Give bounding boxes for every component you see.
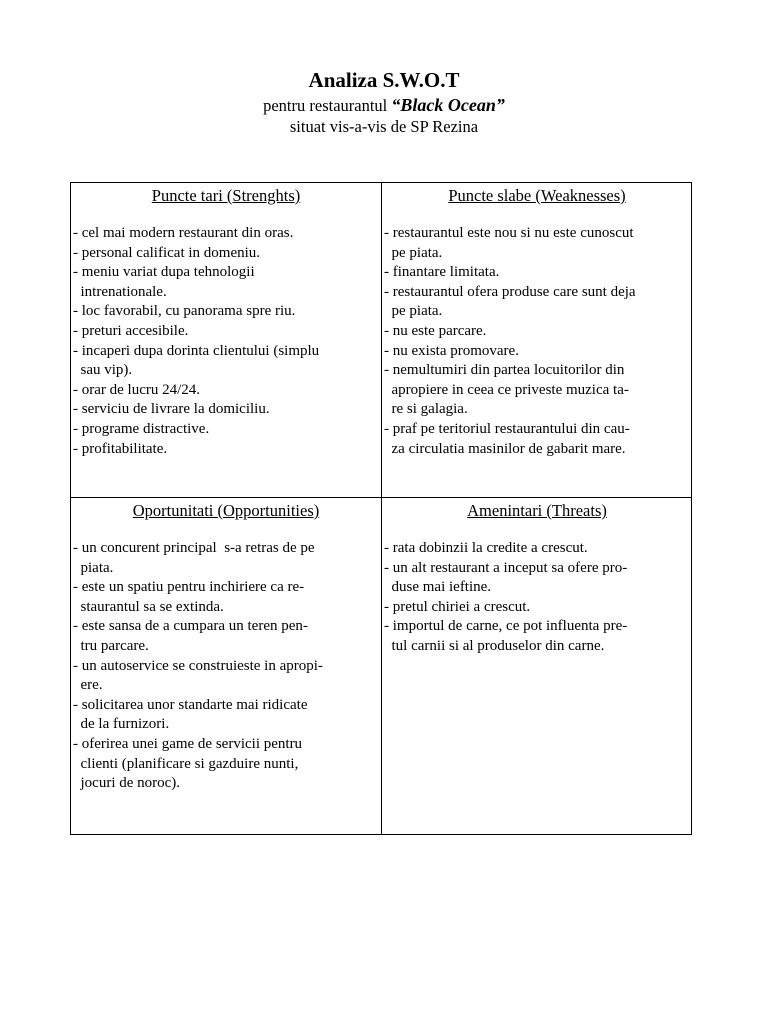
list-item: duse mai ieftine. [384, 579, 492, 596]
subtitle-prefix: pentru restaurantul [263, 96, 392, 115]
threats-cell [382, 498, 692, 657]
strengths-title: Puncte tari (Strenghts) [151, 186, 301, 205]
list-item: - nemultumiri din partea locuitorilor din [384, 362, 625, 379]
opportunities-list [71, 539, 381, 794]
strengths-list [71, 224, 381, 459]
document-header [0, 66, 768, 137]
list-item: tru parcare. [73, 637, 149, 654]
list-item: - este sansa de a cumpara un teren pen- [73, 618, 308, 635]
list-item: - preturi accesibile. [73, 322, 189, 339]
list-item: re si galagia. [384, 401, 468, 418]
list-item: - un concurent principal s-a retras de pe [73, 540, 315, 556]
list-item: clienti (planificare si gazduire nunti, [73, 755, 299, 772]
list-item: - incaperi dupa dorinta clientului (simplu [73, 342, 320, 359]
list-item: intrenationale. [73, 283, 167, 300]
list-item: - importul de carne, ce pot influenta pre- [384, 618, 628, 635]
list-item: sau vip). [73, 362, 133, 379]
list-item: - nu este parcare. [384, 322, 487, 339]
weaknesses-list [382, 224, 692, 459]
strengths-cell [71, 183, 381, 459]
list-item: - restaurantul ofera produse care sunt deja [384, 283, 636, 300]
threats-title: Amenintari (Threats) [467, 501, 607, 520]
list-item: apropiere in ceea ce priveste muzica ta- [384, 381, 629, 398]
restaurant-name: “Black Ocean” [391, 95, 505, 115]
list-item: de la furnizori. [73, 716, 170, 733]
list-item: - oferirea unei game de servicii pentru [73, 735, 303, 752]
list-item: - un alt restaurant a inceput sa ofere pro- [384, 559, 628, 576]
document-title: Analiza S.W.O.T [308, 68, 460, 92]
list-item: - serviciu de livrare la domiciliu. [73, 401, 270, 418]
list-item: pe piata. [384, 244, 443, 261]
weaknesses-title: Puncte slabe (Weaknesses) [448, 186, 626, 205]
list-item: - loc favorabil, cu panorama spre riu. [73, 303, 296, 320]
list-item: - solicitarea unor standarte mai ridicate [73, 696, 308, 713]
list-item: tul carnii si al produselor din carne. [384, 637, 605, 654]
list-item: - finantare limitata. [384, 264, 500, 281]
list-item: za circulatia masinilor de gabarit mare. [384, 440, 626, 457]
restaurant-location: situat vis-a-vis de SP Rezina [289, 117, 479, 136]
list-item: - pretul chiriei a crescut. [384, 598, 531, 615]
threats-list [382, 539, 692, 657]
swot-table [70, 182, 692, 835]
list-item: - nu exista promovare. [384, 342, 519, 359]
list-item: - praf pe teritoriul restaurantului din cau- [384, 420, 630, 437]
list-item: - profitabilitate. [73, 440, 168, 457]
opportunities-cell [71, 498, 381, 794]
list-item: - personal calificat in domeniu. [73, 244, 261, 261]
list-item: pe piata. [384, 303, 443, 320]
list-item: - cel mai modern restaurant din oras. [73, 225, 294, 241]
list-item: - programe distractive. [73, 420, 210, 437]
opportunities-title: Oportunitati (Opportunities) [132, 501, 320, 520]
list-item: ere. [73, 677, 103, 694]
list-item: - rata dobinzii la credite a crescut. [384, 540, 588, 556]
list-item: - orar de lucru 24/24. [73, 381, 201, 398]
list-item: - un autoservice se construieste in apropi- [73, 657, 323, 674]
list-item: staurantul sa se extinda. [73, 598, 224, 615]
list-item: - meniu variat dupa tehnologii [73, 264, 255, 281]
list-item: - restaurantul este nou si nu este cunoscut [384, 225, 634, 241]
document-subtitle [0, 94, 768, 117]
list-item: jocuri de noroc). [73, 775, 181, 792]
weaknesses-cell [382, 183, 692, 459]
list-item: piata. [73, 559, 114, 576]
list-item: - este un spatiu pentru inchiriere ca re- [73, 579, 305, 596]
